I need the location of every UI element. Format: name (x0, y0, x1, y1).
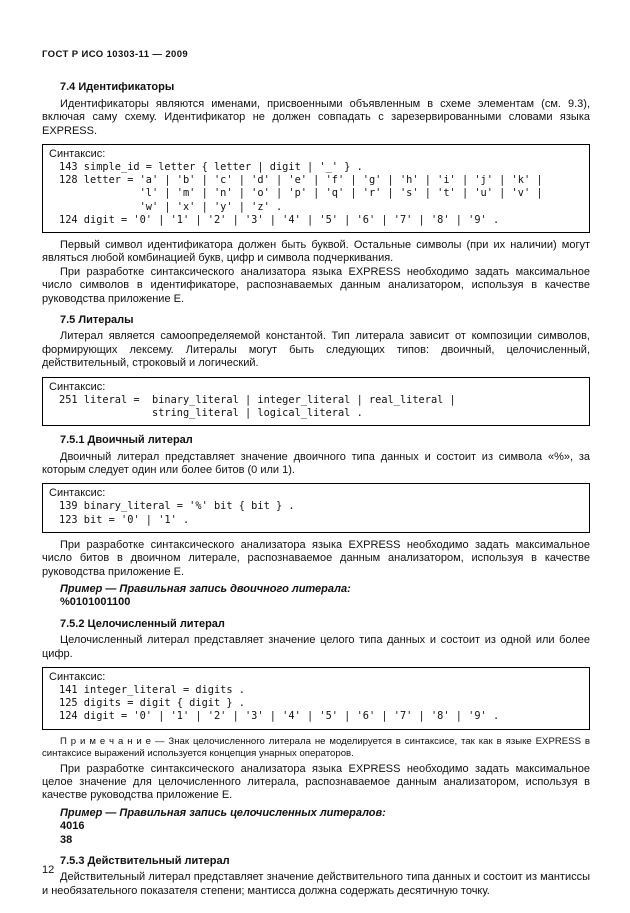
paragraph: Литерал является самоопределяемой константой. Тип литерала зависит от композиции символов, формирующих лексему. Литералы могут быть следующих типов: двоичный, целочисленный, действительный, строковый и логический. (42, 330, 590, 370)
paragraph: При разработке синтаксического анализатора языка EXPRESS необходимо задать максимальное число символов в идентификаторе, распознаваемых данным анализатором, используя в качестве руководства приложение Е. (42, 265, 590, 305)
paragraph: Целочисленный литерал представляет значение целого типа данных и состоит из одной или более цифр. (42, 634, 590, 660)
note-paragraph: П р и м е ч а н и е — Знак целочисленного литерала не моделируется в синтаксисе, так как в языке EXPRESS в синтаксисе выражений используется концепция унарных операторов. (42, 735, 590, 759)
syntax-line: 124 digit = '0' | '1' | '2' | '3' | '4' | '5' | '6' | '7' | '8' | '9' . (59, 213, 500, 226)
paragraph: Первый символ идентификатора должен быть буквой. Остальные символы (при их наличии) могут являться любой комбинацией букв, цифр и символа подчеркивания. (42, 239, 590, 265)
syntax-box-identifiers (42, 144, 590, 233)
syntax-label: Синтаксис: (49, 670, 106, 683)
example-value: %0101001100 (60, 596, 131, 609)
example-value: 38 (60, 833, 73, 846)
syntax-line: 251 literal = binary_literal | integer_literal | real_literal | (59, 393, 456, 406)
syntax-line: 123 bit = '0' | '1' . (59, 513, 190, 526)
example-block (60, 807, 590, 847)
syntax-line: 124 digit = '0' | '1' | '2' | '3' | '4' | '5' | '6' | '7' | '8' | '9' . (59, 710, 500, 723)
section-heading-7-5: 7.5 Литералы (60, 314, 134, 327)
syntax-line: 128 letter = 'a' | 'b' | 'c' | 'd' | 'e' | 'f' | 'g' | 'h' | 'i' | 'j' | 'k' | (59, 174, 543, 187)
example-label: Пример — Правильная запись двоичного литерала: (60, 582, 351, 595)
syntax-line: 143 simple_id = letter { letter | digit | '_' } . (59, 161, 363, 174)
example-value: 4016 (60, 820, 85, 833)
syntax-label: Синтаксис: (49, 148, 106, 161)
section-heading-7-5-3: 7.5.3 Действительный литерал (60, 855, 230, 868)
syntax-box-integer-literal (42, 667, 590, 730)
section-heading-7-4: 7.4 Идентификаторы (60, 81, 175, 94)
paragraph: При разработке синтаксического анализатора языка EXPRESS необходимо задать максимальное число битов в двоичном литерале, распознаваемое данным анализатором, используя в качестве руководства приложение Е. (42, 538, 590, 578)
doc-header: ГОСТ Р ИСО 10303-11 — 2009 (42, 49, 189, 60)
syntax-line: 'w' | 'x' | 'y' | 'z' . (59, 200, 283, 213)
example-block (60, 583, 590, 610)
section-heading-7-5-1: 7.5.1 Двоичный литерал (60, 434, 193, 447)
syntax-line: 141 integer_literal = digits . (59, 683, 245, 696)
syntax-box-literals (42, 377, 590, 426)
paragraph: Идентификаторы являются именами, присвоенными объявленным в схеме элементам (см. 9.3), включая саму схему. Идентификатор не должен совпадать с зарезервированными словами языка EXPRESS. (42, 97, 590, 137)
syntax-line: string_literal | logical_literal . (59, 406, 363, 419)
syntax-label: Синтаксис: (49, 487, 106, 500)
paragraph: Двоичный литерал представляет значение двоичного типа данных и состоит из символа «%», за которым следует один или более битов (0 или 1). (42, 450, 590, 476)
syntax-box-binary-literal (42, 483, 590, 532)
section-heading-7-5-2: 7.5.2 Целочисленный литерал (60, 617, 225, 630)
syntax-line: 125 digits = digit { digit } . (59, 697, 245, 710)
example-label: Пример — Правильная запись целочисленных литералов: (60, 806, 386, 819)
paragraph: При разработке синтаксического анализатора языка EXPRESS необходимо задать максимальное целое значение для целочисленного литерала, распознаваемое данным анализатором, используя в качестве руководства приложение Е. (42, 762, 590, 802)
syntax-label: Синтаксис: (49, 380, 106, 393)
syntax-line: 139 binary_literal = '%' bit { bit } . (59, 500, 295, 513)
page-number: 12 (42, 863, 55, 876)
syntax-line: 'l' | 'm' | 'n' | 'o' | 'p' | 'q' | 'r' | 's' | 't' | 'u' | 'v' | (59, 187, 543, 200)
paragraph: Действительный литерал представляет значение действительного типа данных и состоит из мантиссы и необязательного показателя степени; мантисса должна содержать десятичную точку. (42, 871, 590, 897)
